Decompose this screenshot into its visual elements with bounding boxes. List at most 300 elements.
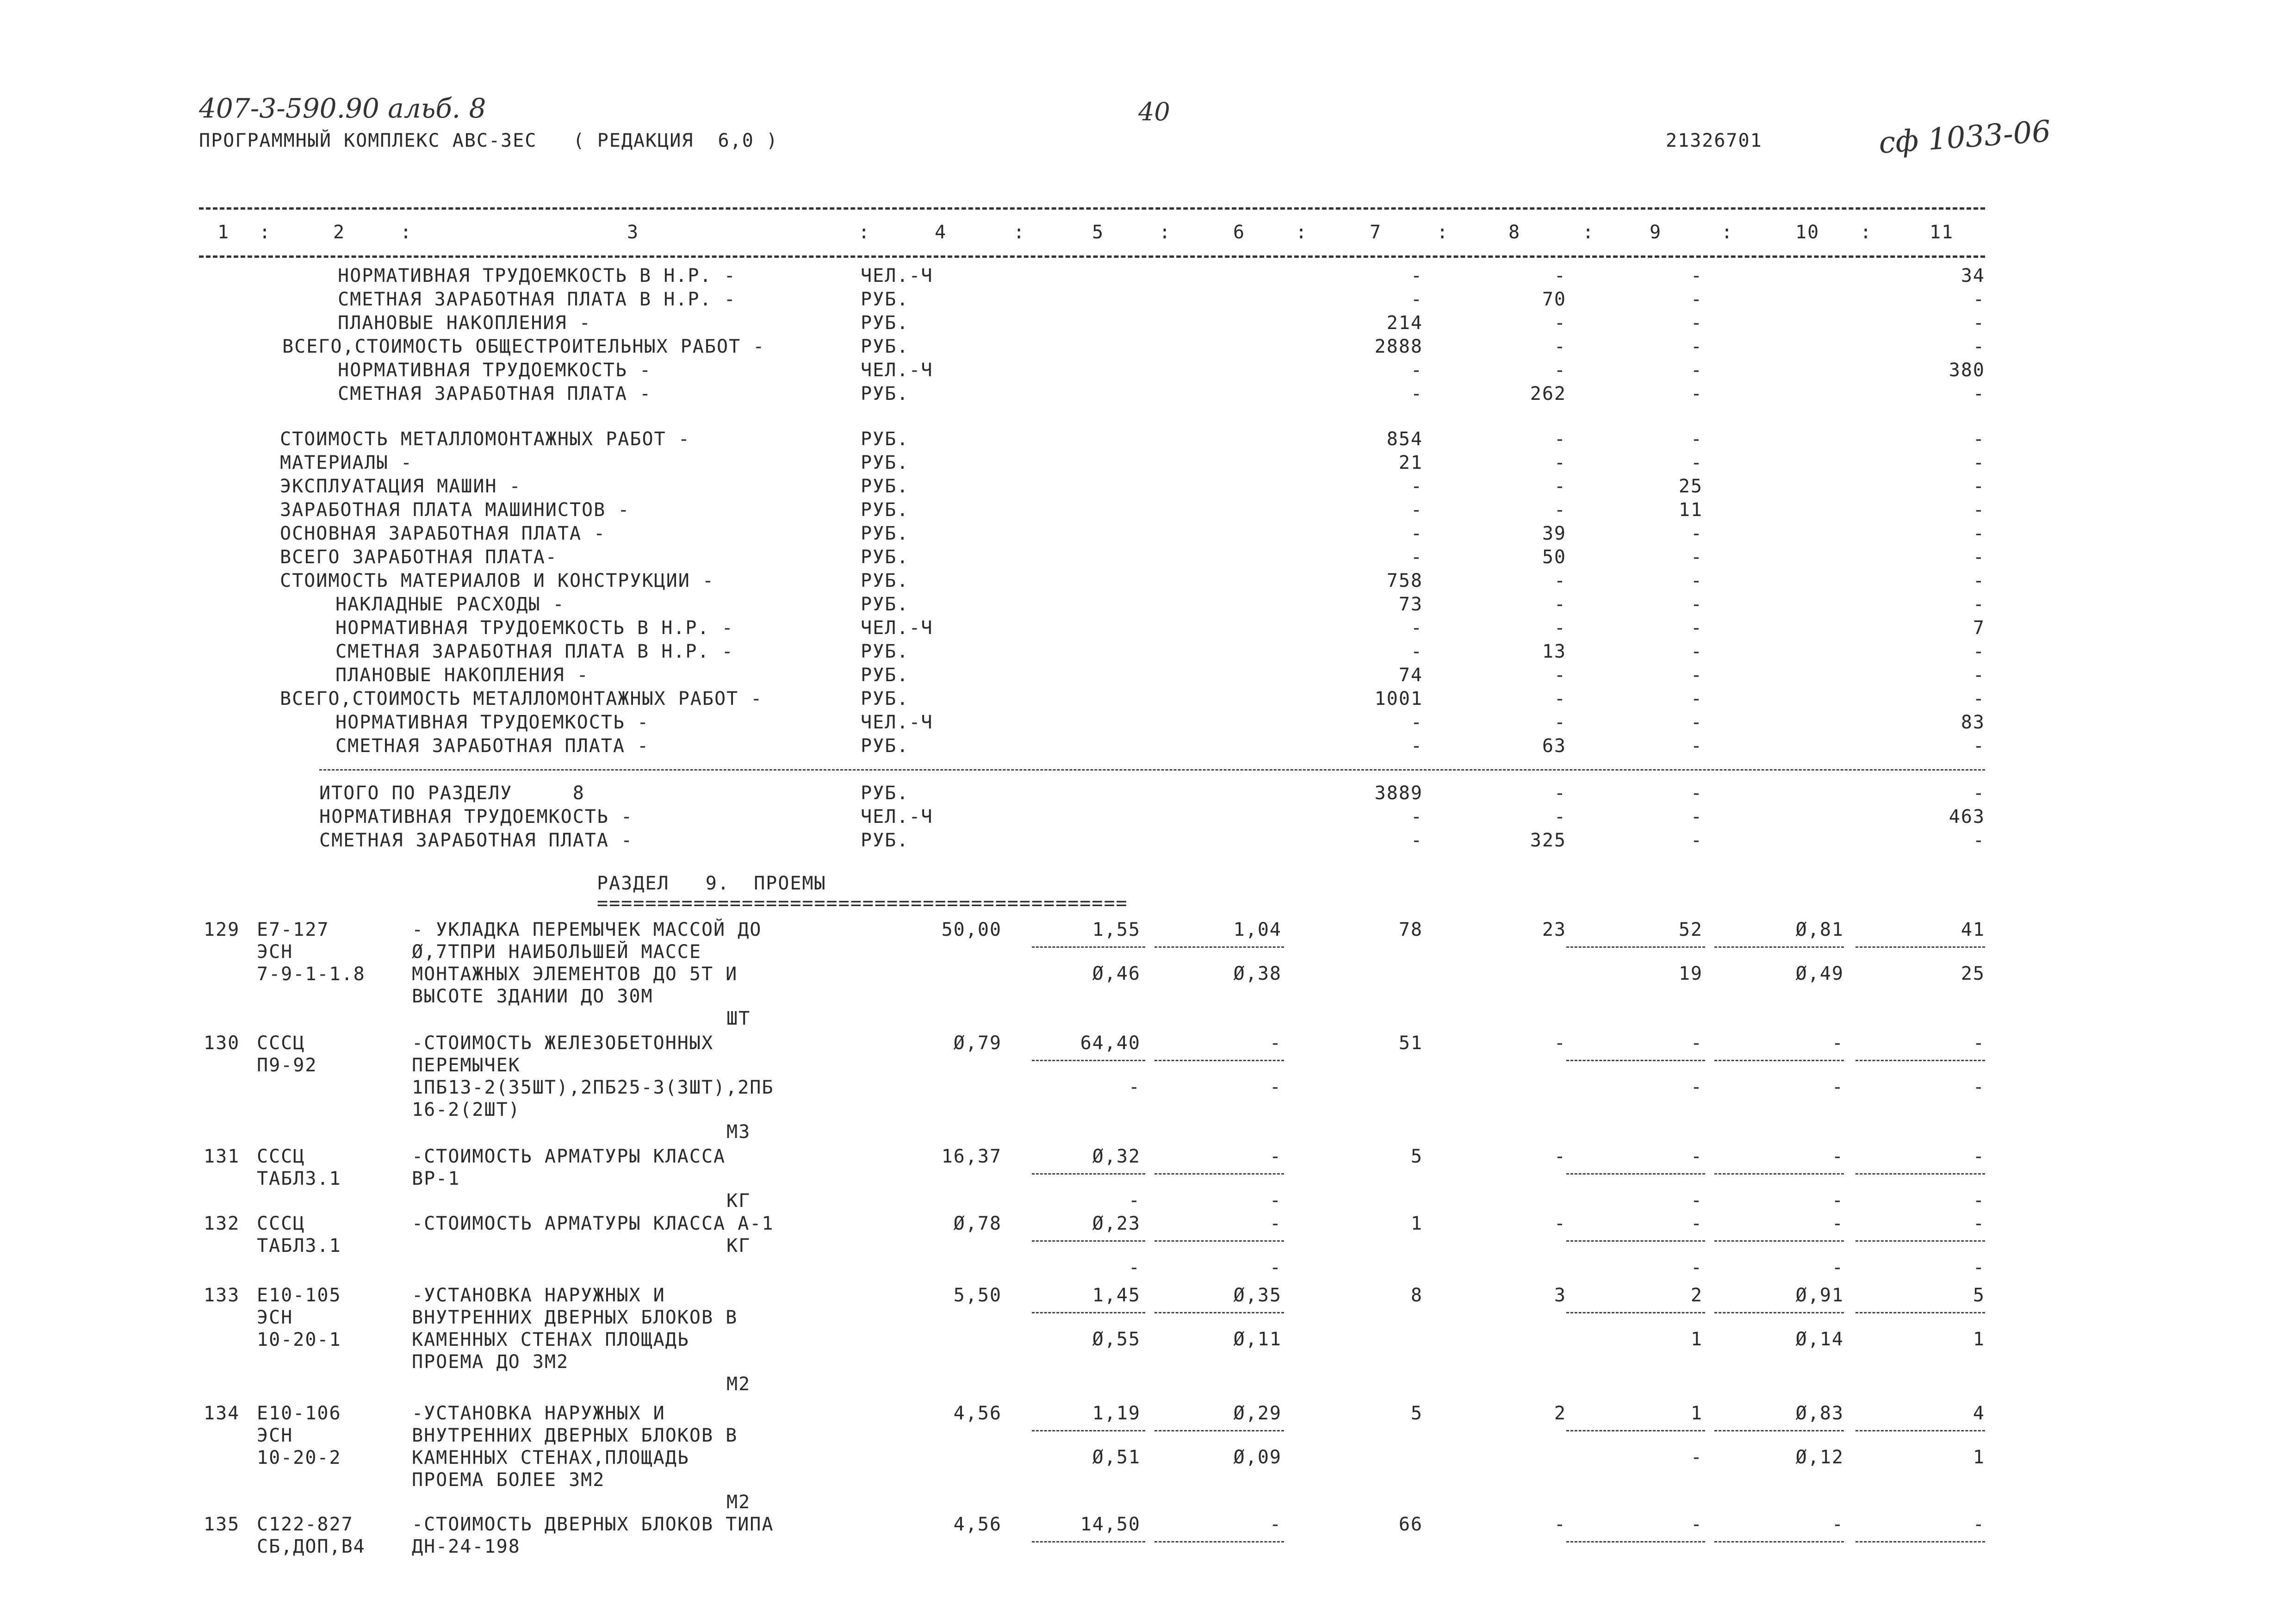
column-header-2: 2 — [333, 222, 346, 243]
summary-c7: - — [1410, 476, 1423, 497]
entry-underline — [1154, 1430, 1284, 1431]
entry-description: -СТОИМОСТЬ АРМАТУРЫ КЛАССА — [412, 1146, 726, 1167]
entry-code: СССЦ — [257, 1213, 305, 1234]
entry-c9b: - — [1690, 1190, 1703, 1211]
entry-underline — [1154, 1240, 1284, 1242]
entry-c8: - — [1554, 1032, 1566, 1054]
entry-description: ДН-24-198 — [412, 1536, 521, 1557]
entry-unit: КГ — [726, 1235, 751, 1256]
entry-c10: - — [1831, 1213, 1844, 1234]
section-total-rule — [319, 769, 1985, 771]
header-top-rule — [199, 207, 1985, 210]
entry-c9b: 1 — [1690, 1329, 1703, 1350]
entry-underline — [1714, 1173, 1844, 1175]
summary-c7: - — [1410, 617, 1423, 639]
summary-label: ИТОГО ПО РАЗДЕЛУ 8 — [319, 783, 585, 804]
entry-underline — [1154, 946, 1284, 948]
entry-c5: Ø,23 — [1092, 1213, 1141, 1234]
summary-c7: - — [1410, 383, 1423, 404]
entry-c11b: - — [1973, 1257, 1985, 1278]
summary-c8: - — [1554, 476, 1566, 497]
entry-c6: Ø,35 — [1233, 1285, 1282, 1306]
entry-c9b: 19 — [1678, 963, 1703, 984]
summary-c9: 11 — [1678, 499, 1703, 521]
entry-c6b: Ø,38 — [1233, 963, 1282, 984]
entry-description: -СТОИМОСТЬ ЖЕЛЕЗОБЕТОННЫХ — [412, 1032, 714, 1054]
summary-unit: РУБ. — [861, 641, 909, 662]
summary-c11: 7 — [1973, 617, 1985, 639]
entry-unit: М2 — [726, 1492, 751, 1513]
entry-description: Ø,7ТПРИ НАИБОЛЬШЕЙ МАССЕ — [412, 941, 701, 963]
summary-label: СМЕТНАЯ ЗАРАБОТНАЯ ПЛАТА В Н.Р. - — [338, 289, 736, 310]
column-header-10: 10 — [1795, 222, 1820, 243]
column-header-5: 5 — [1092, 222, 1105, 243]
summary-c8: - — [1554, 688, 1566, 709]
summary-c9: - — [1690, 594, 1703, 615]
entry-underline — [1566, 1060, 1705, 1061]
entry-c9b: - — [1690, 1076, 1703, 1098]
entry-c6: - — [1269, 1514, 1282, 1535]
summary-unit: ЧЕЛ.-Ч — [861, 265, 933, 286]
summary-c11: - — [1973, 688, 1985, 709]
entry-c9: 1 — [1690, 1403, 1703, 1424]
summary-unit: РУБ. — [861, 547, 909, 568]
entry-c8: - — [1554, 1146, 1566, 1167]
entry-code: 10-20-2 — [257, 1447, 341, 1468]
summary-c11: 83 — [1961, 712, 1985, 733]
column-separator: : — [1296, 222, 1308, 243]
entry-c7: 1 — [1410, 1213, 1423, 1234]
summary-label: ПЛАНОВЫЕ НАКОПЛЕНИЯ - — [335, 665, 589, 686]
summary-label: СМЕТНАЯ ЗАРАБОТНАЯ ПЛАТА В Н.Р. - — [335, 641, 734, 662]
summary-c8: 39 — [1542, 523, 1566, 544]
summary-label: ЗАРАБОТНАЯ ПЛАТА МАШИНИСТОВ - — [280, 499, 630, 521]
summary-c8: - — [1554, 336, 1566, 357]
summary-c8: 70 — [1542, 289, 1566, 310]
entry-underline — [1855, 1541, 1985, 1542]
entry-underline — [1566, 1240, 1705, 1242]
summary-unit: РУБ. — [861, 289, 909, 310]
summary-c9: - — [1690, 265, 1703, 286]
entry-unit: ШТ — [726, 1008, 751, 1029]
summary-c11: - — [1973, 570, 1985, 591]
entry-underline — [1855, 1240, 1985, 1242]
summary-label: СТОИМОСТЬ МЕТАЛЛОМОНТАЖНЫХ РАБОТ - — [280, 429, 690, 450]
summary-unit: РУБ. — [861, 830, 909, 851]
summary-c11: - — [1973, 476, 1985, 497]
entry-c11: 5 — [1973, 1285, 1985, 1306]
summary-c11: 34 — [1961, 265, 1985, 286]
summary-c7: 73 — [1398, 594, 1423, 615]
entry-underline — [1855, 1430, 1985, 1431]
entry-number: 131 — [204, 1146, 240, 1167]
entry-underline — [1154, 1541, 1284, 1542]
summary-c8: 13 — [1542, 641, 1566, 662]
summary-c9: - — [1690, 383, 1703, 404]
entry-description: ВЫСОТЕ ЗДАНИИ ДО 30М — [412, 986, 653, 1007]
entry-code: Е10-106 — [257, 1403, 341, 1424]
summary-c9: - — [1690, 429, 1703, 450]
summary-label: СМЕТНАЯ ЗАРАБОТНАЯ ПЛАТА - — [335, 735, 650, 757]
entry-c4: 4,56 — [953, 1514, 1002, 1535]
entry-code: ЭСН — [257, 1307, 293, 1328]
entry-underline — [1032, 1312, 1145, 1313]
entry-c9: 2 — [1690, 1285, 1703, 1306]
entry-c11: - — [1973, 1146, 1985, 1167]
summary-c11: - — [1973, 783, 1985, 804]
summary-c8: 262 — [1530, 383, 1566, 404]
summary-unit: РУБ. — [861, 336, 909, 357]
entry-c10b: Ø,12 — [1795, 1447, 1844, 1468]
summary-c11: - — [1973, 830, 1985, 851]
summary-c7: - — [1410, 289, 1423, 310]
summary-c7: 2888 — [1374, 336, 1423, 357]
summary-c9: - — [1690, 688, 1703, 709]
summary-c9: - — [1690, 830, 1703, 851]
summary-unit: ЧЕЛ.-Ч — [861, 617, 933, 639]
entry-c9b: - — [1690, 1257, 1703, 1278]
column-separator: : — [1159, 222, 1172, 243]
entry-c10: - — [1831, 1146, 1844, 1167]
entry-c11b: - — [1973, 1076, 1985, 1098]
section-underline: ============================================ — [597, 893, 1128, 914]
summary-c11: - — [1973, 383, 1985, 404]
summary-c8: 63 — [1542, 735, 1566, 757]
column-header-1: 1 — [217, 222, 230, 243]
entry-c9b: - — [1690, 1447, 1703, 1468]
entry-number: 130 — [204, 1032, 240, 1054]
entry-c5b: Ø,46 — [1092, 963, 1141, 984]
entry-code: П9-92 — [257, 1055, 317, 1076]
summary-c8: - — [1554, 265, 1566, 286]
summary-c8: - — [1554, 665, 1566, 686]
column-header-3: 3 — [627, 222, 639, 243]
entry-code: ЭСН — [257, 1425, 293, 1446]
entry-underline — [1154, 1060, 1284, 1061]
entry-c9: - — [1690, 1213, 1703, 1234]
summary-c8: - — [1554, 594, 1566, 615]
entry-c4: 5,50 — [953, 1285, 1002, 1306]
entry-code: 7-9-1-1.8 — [257, 964, 366, 985]
summary-unit: РУБ. — [861, 688, 909, 709]
entry-number: 129 — [204, 919, 240, 940]
summary-c9: - — [1690, 665, 1703, 686]
handwritten-code: 407-3-590.90 альб. 8 — [199, 93, 486, 124]
entry-description: 16-2(2ШТ) — [412, 1099, 521, 1120]
column-separator: : — [1437, 222, 1449, 243]
summary-unit: РУБ. — [861, 383, 909, 404]
entry-c11: 4 — [1973, 1403, 1985, 1424]
column-separator: : — [400, 222, 413, 243]
entry-c4: 4,56 — [953, 1403, 1002, 1424]
summary-label: СМЕТНАЯ ЗАРАБОТНАЯ ПЛАТА - — [319, 830, 633, 851]
entry-code: СБ,ДОП,В4 — [257, 1536, 366, 1557]
summary-c8: 50 — [1542, 547, 1566, 568]
entry-unit: КГ — [726, 1190, 751, 1212]
summary-c8: - — [1554, 429, 1566, 450]
summary-unit: ЧЕЛ.-Ч — [861, 360, 933, 381]
entry-code: Е10-105 — [257, 1285, 341, 1306]
entry-underline — [1032, 1240, 1145, 1242]
entry-code: Е7-127 — [257, 919, 329, 940]
summary-c8: - — [1554, 783, 1566, 804]
entry-c9: - — [1690, 1146, 1703, 1167]
summary-c7: 214 — [1386, 312, 1423, 334]
entry-c8: 3 — [1554, 1285, 1566, 1306]
entry-c11b: 1 — [1973, 1329, 1985, 1350]
entry-underline — [1032, 1060, 1145, 1061]
entry-underline — [1032, 946, 1145, 948]
summary-c9: 25 — [1678, 476, 1703, 497]
entry-description: ВНУТРЕННИХ ДВЕРНЫХ БЛОКОВ В — [412, 1307, 738, 1328]
summary-label: ВСЕГО ЗАРАБОТНАЯ ПЛАТА- — [280, 547, 558, 568]
entry-description: ВНУТРЕННИХ ДВЕРНЫХ БЛОКОВ В — [412, 1425, 738, 1446]
header-bottom-rule — [199, 255, 1985, 258]
program-line: ПРОГРАММНЫЙ КОМПЛЕКС АВС-3ЕС ( РЕДАКЦИЯ 6,0 ) — [199, 130, 778, 151]
entry-description: КАМЕННЫХ СТЕНАХ ПЛОЩАДЬ — [412, 1329, 689, 1350]
summary-c11: - — [1973, 665, 1985, 686]
entry-c11: - — [1973, 1032, 1985, 1054]
summary-c11: - — [1973, 452, 1985, 473]
entry-code: СССЦ — [257, 1146, 305, 1167]
summary-c9: - — [1690, 806, 1703, 827]
summary-c7: - — [1410, 499, 1423, 521]
entry-underline — [1714, 1312, 1844, 1313]
handwritten-stamp: сф 1033-06 — [1877, 114, 2052, 161]
summary-unit: ЧЕЛ.-Ч — [861, 806, 933, 827]
summary-label: ПЛАНОВЫЕ НАКОПЛЕНИЯ - — [338, 312, 591, 334]
entry-c6: Ø,29 — [1233, 1403, 1282, 1424]
entry-c10b: - — [1831, 1190, 1844, 1211]
page-number: 40 — [1138, 97, 1170, 126]
entry-description: -УСТАНОВКА НАРУЖНЫХ И — [412, 1285, 665, 1306]
entry-underline — [1032, 1541, 1145, 1542]
entry-c11: - — [1973, 1213, 1985, 1234]
summary-c8: - — [1554, 452, 1566, 473]
entry-c7: 78 — [1398, 919, 1423, 940]
entry-c5: Ø,32 — [1092, 1146, 1141, 1167]
entry-unit: М2 — [726, 1374, 751, 1395]
entry-number: 133 — [204, 1285, 240, 1306]
entry-description: ПРОЕМА ДО 3М2 — [412, 1351, 569, 1373]
summary-c9: - — [1690, 735, 1703, 757]
entry-underline — [1566, 1430, 1705, 1431]
summary-c7: 1001 — [1374, 688, 1423, 709]
entry-description: -СТОИМОСТЬ ДВЕРНЫХ БЛОКОВ ТИПА — [412, 1514, 774, 1535]
summary-unit: РУБ. — [861, 523, 909, 544]
entry-c5: 64,40 — [1080, 1032, 1141, 1054]
summary-c8: 325 — [1530, 830, 1566, 851]
entry-c7: 5 — [1410, 1146, 1423, 1167]
entry-c6: - — [1269, 1032, 1282, 1054]
entry-c8: 2 — [1554, 1403, 1566, 1424]
summary-c11: - — [1973, 429, 1985, 450]
entry-c6b: - — [1269, 1076, 1282, 1098]
summary-unit: РУБ. — [861, 594, 909, 615]
entry-code: ТАБЛ3.1 — [257, 1168, 341, 1189]
entry-c11: - — [1973, 1514, 1985, 1535]
summary-label: ОСНОВНАЯ ЗАРАБОТНАЯ ПЛАТА - — [280, 523, 606, 544]
entry-underline — [1032, 1430, 1145, 1431]
entry-code: С122-827 — [257, 1514, 354, 1535]
entry-c6: 1,04 — [1233, 919, 1282, 940]
summary-unit: РУБ. — [861, 476, 909, 497]
entry-number: 134 — [204, 1403, 240, 1424]
summary-c11: - — [1973, 641, 1985, 662]
entry-underline — [1032, 1173, 1145, 1175]
summary-label: НОРМАТИВНАЯ ТРУДОЕМКОСТЬ - — [319, 806, 633, 827]
summary-label: НАКЛАДНЫЕ РАСХОДЫ - — [335, 594, 565, 615]
summary-label: СМЕТНАЯ ЗАРАБОТНАЯ ПЛАТА - — [338, 383, 652, 404]
summary-c7: - — [1410, 265, 1423, 286]
column-header-11: 11 — [1930, 222, 1954, 243]
entry-underline — [1855, 1060, 1985, 1061]
summary-c7: - — [1410, 523, 1423, 544]
summary-c8: - — [1554, 570, 1566, 591]
entry-code: СССЦ — [257, 1032, 305, 1054]
entry-c6: - — [1269, 1213, 1282, 1234]
summary-c9: - — [1690, 289, 1703, 310]
entry-underline — [1154, 1312, 1284, 1313]
summary-c9: - — [1690, 547, 1703, 568]
entry-c10: Ø,83 — [1795, 1403, 1844, 1424]
entry-underline — [1714, 1541, 1844, 1542]
summary-c11: - — [1973, 594, 1985, 615]
entry-c5b: Ø,55 — [1092, 1329, 1141, 1350]
summary-c11: 380 — [1948, 360, 1985, 381]
summary-c7: - — [1410, 735, 1423, 757]
summary-unit: РУБ. — [861, 735, 909, 757]
summary-label: ВСЕГО,СТОИМОСТЬ ОБЩЕСТРОИТЕЛЬНЫХ РАБОТ - — [282, 336, 765, 357]
summary-c9: - — [1690, 617, 1703, 639]
summary-c8: - — [1554, 712, 1566, 733]
summary-c7: - — [1410, 547, 1423, 568]
entry-underline — [1154, 1173, 1284, 1175]
summary-unit: ЧЕЛ.-Ч — [861, 712, 933, 733]
entry-c5: 1,55 — [1092, 919, 1141, 940]
summary-c11: - — [1973, 312, 1985, 334]
column-header-7: 7 — [1370, 222, 1382, 243]
entry-c7: 5 — [1410, 1403, 1423, 1424]
entry-c6b: Ø,11 — [1233, 1329, 1282, 1350]
summary-c7: - — [1410, 830, 1423, 851]
summary-unit: РУБ. — [861, 452, 909, 473]
summary-c7: - — [1410, 360, 1423, 381]
entry-c8: - — [1554, 1213, 1566, 1234]
entry-underline — [1566, 1173, 1705, 1175]
summary-c9: - — [1690, 712, 1703, 733]
entry-c11b: 1 — [1973, 1447, 1985, 1468]
entry-c5: 1,45 — [1092, 1285, 1141, 1306]
summary-label: НОРМАТИВНАЯ ТРУДОЕМКОСТЬ - — [338, 360, 652, 381]
entry-description: КАМЕННЫХ СТЕНАХ,ПЛОЩАДЬ — [412, 1447, 689, 1468]
entry-c4: Ø,78 — [953, 1213, 1002, 1234]
section-title: РАЗДЕЛ 9. ПРОЕМЫ — [597, 873, 826, 894]
entry-c10b: - — [1831, 1076, 1844, 1098]
summary-c9: - — [1690, 523, 1703, 544]
entry-underline — [1855, 946, 1985, 948]
summary-c11: - — [1973, 499, 1985, 521]
entry-number: 132 — [204, 1213, 240, 1234]
summary-c11: - — [1973, 735, 1985, 757]
summary-unit: РУБ. — [861, 570, 909, 591]
entry-c11b: - — [1973, 1190, 1985, 1211]
entry-c7: 8 — [1410, 1285, 1423, 1306]
entry-c10: Ø,91 — [1795, 1285, 1844, 1306]
entry-c7: 51 — [1398, 1032, 1423, 1054]
summary-c9: - — [1690, 641, 1703, 662]
summary-unit: РУБ. — [861, 429, 909, 450]
summary-unit: РУБ. — [861, 312, 909, 334]
entry-c4: Ø,79 — [953, 1032, 1002, 1054]
entry-description: ПЕРЕМЫЧЕК — [412, 1055, 521, 1076]
entry-c8: 23 — [1542, 919, 1566, 940]
summary-label: ВСЕГО,СТОИМОСТЬ МЕТАЛЛОМОНТАЖНЫХ РАБОТ - — [280, 688, 763, 709]
summary-c7: - — [1410, 712, 1423, 733]
entry-underline — [1714, 1060, 1844, 1061]
summary-label: СТОИМОСТЬ МАТЕРИАЛОВ И КОНСТРУКЦИИ - — [280, 570, 714, 591]
entry-underline — [1714, 946, 1844, 948]
column-header-9: 9 — [1650, 222, 1662, 243]
entry-description: -УСТАНОВКА НАРУЖНЫХ И — [412, 1403, 665, 1424]
entry-c4: 16,37 — [941, 1146, 1002, 1167]
summary-c7: - — [1410, 641, 1423, 662]
entry-c10: Ø,81 — [1795, 919, 1844, 940]
summary-label: МАТЕРИАЛЫ - — [280, 452, 413, 473]
entry-c10: - — [1831, 1032, 1844, 1054]
summary-unit: РУБ. — [861, 499, 909, 521]
summary-c8: - — [1554, 312, 1566, 334]
summary-c7: - — [1410, 806, 1423, 827]
entry-c5: 14,50 — [1080, 1514, 1141, 1535]
entry-underline — [1855, 1173, 1985, 1175]
entry-c10b: Ø,14 — [1795, 1329, 1844, 1350]
summary-c9: - — [1690, 336, 1703, 357]
entry-c9: - — [1690, 1514, 1703, 1535]
entry-c11: 41 — [1961, 919, 1985, 940]
entry-c5: 1,19 — [1092, 1403, 1141, 1424]
entry-c10b: Ø,49 — [1795, 963, 1844, 984]
entry-description: 1ПБ13-2(35ШТ),2ПБ25-3(3ШТ),2ПБ — [412, 1077, 774, 1098]
entry-underline — [1566, 946, 1705, 948]
entry-code: ТАБЛ3.1 — [257, 1235, 341, 1256]
entry-code: 10-20-1 — [257, 1329, 341, 1350]
entry-underline — [1566, 1312, 1705, 1313]
entry-description: МОНТАЖНЫХ ЭЛЕМЕНТОВ ДО 5Т И — [412, 964, 738, 985]
entry-description: - УКЛАДКА ПЕРЕМЫЧЕК МАССОЙ ДО — [412, 919, 762, 940]
entry-code: ЭСН — [257, 941, 293, 963]
entry-c11b: 25 — [1961, 963, 1985, 984]
entry-c5b: - — [1128, 1076, 1141, 1098]
entry-description: -СТОИМОСТЬ АРМАТУРЫ КЛАССА А-1 — [412, 1213, 774, 1234]
entry-c6b: Ø,09 — [1233, 1447, 1282, 1468]
summary-c9: - — [1690, 783, 1703, 804]
doc-number: 21326701 — [1666, 130, 1762, 151]
entry-description: ПРОЕМА БОЛЕЕ 3М2 — [412, 1469, 605, 1491]
summary-c7: 21 — [1398, 452, 1423, 473]
summary-c9: - — [1690, 570, 1703, 591]
entry-underline — [1714, 1430, 1844, 1431]
summary-c7: 3889 — [1374, 783, 1423, 804]
summary-c11: - — [1973, 523, 1985, 544]
entry-c6b: - — [1269, 1257, 1282, 1278]
entry-c4: 50,00 — [941, 919, 1002, 940]
summary-label: НОРМАТИВНАЯ ТРУДОЕМКОСТЬ - — [335, 712, 650, 733]
entry-underline — [1566, 1541, 1705, 1542]
column-separator: : — [1860, 222, 1873, 243]
summary-label: ЭКСПЛУАТАЦИЯ МАШИН - — [280, 476, 521, 497]
entry-c10b: - — [1831, 1257, 1844, 1278]
